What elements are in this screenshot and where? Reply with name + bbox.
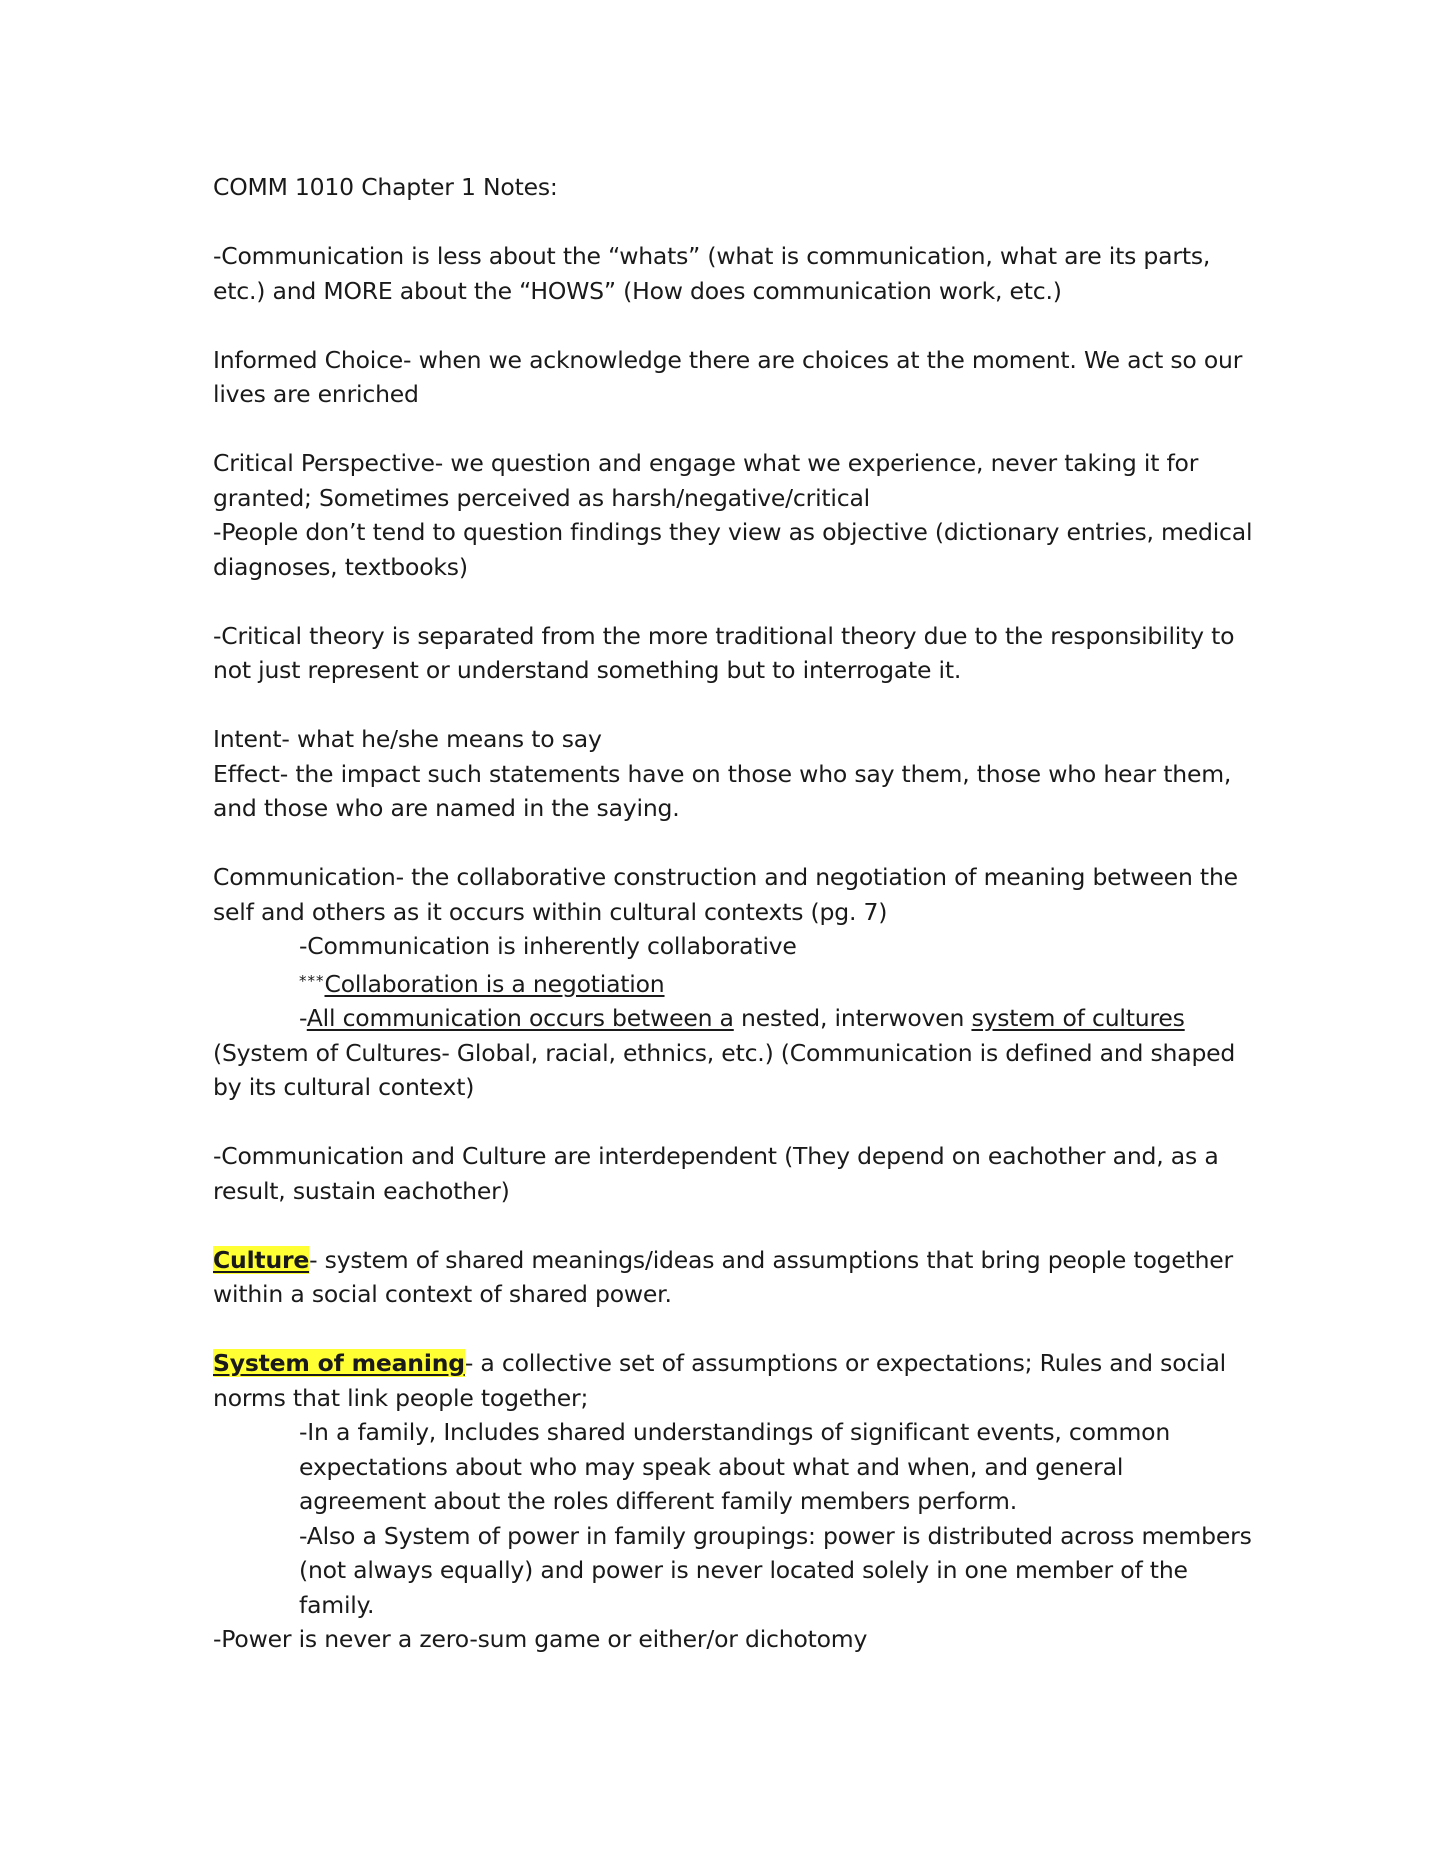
all-communication-underlined: All communication occurs between a <box>306 1004 734 1032</box>
note-family-understandings: -In a family, Includes shared understandings of significant events, common expectations about who may speak about what and when, and general agreement about the roles different family members perform. <box>299 1418 1171 1515</box>
note-interdependent: -Communication and Culture are interdependent (They depend on eachother and, as a result, sustain eachother) <box>213 1142 1219 1205</box>
spacer <box>213 826 1253 861</box>
note-people-question: -People don’t tend to question findings they view as objective (dictionary entries, medical diagnoses, textbooks) <box>213 518 1253 581</box>
note-inherently-collaborative: -Communication is inherently collaborative <box>299 932 797 960</box>
page-title: COMM 1010 Chapter 1 Notes: <box>213 173 558 201</box>
spacer <box>213 308 1253 343</box>
spacer <box>213 1105 1253 1140</box>
system-of-meaning-term-highlight: System of meaning <box>213 1349 465 1377</box>
spacer <box>213 584 1253 619</box>
note-critical-perspective: Critical Perspective- we question and engage what we experience, never taking it for granted; Sometimes perceived as harsh/negative/critical <box>213 449 1199 512</box>
asterisks-marker: *** <box>299 971 325 990</box>
note-effect: Effect- the impact such statements have on those who say them, those who hear them, and those who are named in the saying. <box>213 759 1232 822</box>
spacer <box>213 1208 1253 1243</box>
note-system-of-cultures: (System of Cultures- Global, racial, ethnics, etc.) (Communication is defined and shaped by its cultural context) <box>213 1038 1236 1101</box>
note-critical-theory: -Critical theory is separated from the more traditional theory due to the responsibility to not just represent or understand something but to interrogate it. <box>213 621 1235 684</box>
note-system-of-meaning <box>213 1346 1253 1415</box>
note-informed-choice: Informed Choice- when we acknowledge there are choices at the moment. We act so our lives are enriched <box>213 345 1243 408</box>
note-power-zero-sum: -Power is never a zero-sum game or either/or dichotomy <box>213 1625 868 1653</box>
spacer <box>213 688 1253 723</box>
spacer <box>213 205 1253 240</box>
note-family-power: -Also a System of power in family groupings: power is distributed across members (not always equally) and power is never located solely in one member of the family. <box>299 1521 1252 1619</box>
spacer <box>213 412 1253 447</box>
spacer <box>213 1312 1253 1347</box>
system-of-meaning-definition-text: - a collective set of assumptions or expectations; Rules and social norms that link people together; <box>213 1349 1226 1412</box>
dash-prefix: - <box>299 1004 307 1032</box>
culture-term-highlight: Culture <box>213 1245 310 1274</box>
note-all-communication <box>213 1001 1253 1036</box>
note-communication-definition: Communication- the collaborative construction and negotiation of meaning between the self and others as it occurs within cultural contexts (pg. 7) <box>213 863 1238 926</box>
note-communication-whats: -Communication is less about the “whats” (what is communication, what are its parts, etc.) and MORE about the “HOWS” (How does communication work, etc.) <box>213 242 1211 305</box>
note-intent: Intent- what he/she means to say <box>213 725 602 753</box>
note-culture-definition <box>213 1243 1253 1312</box>
document-page <box>213 170 1253 1657</box>
collaboration-negotiation-text: Collaboration is a negotiation <box>324 969 665 998</box>
all-communication-middle: nested, interwoven <box>733 1004 972 1032</box>
culture-definition-text: - system of shared meanings/ideas and assumptions that bring people together within a social context of shared power. <box>213 1245 1234 1308</box>
system-of-cultures-underlined: system of cultures <box>971 1004 1185 1032</box>
note-collaboration-negotiation <box>213 964 1253 1002</box>
